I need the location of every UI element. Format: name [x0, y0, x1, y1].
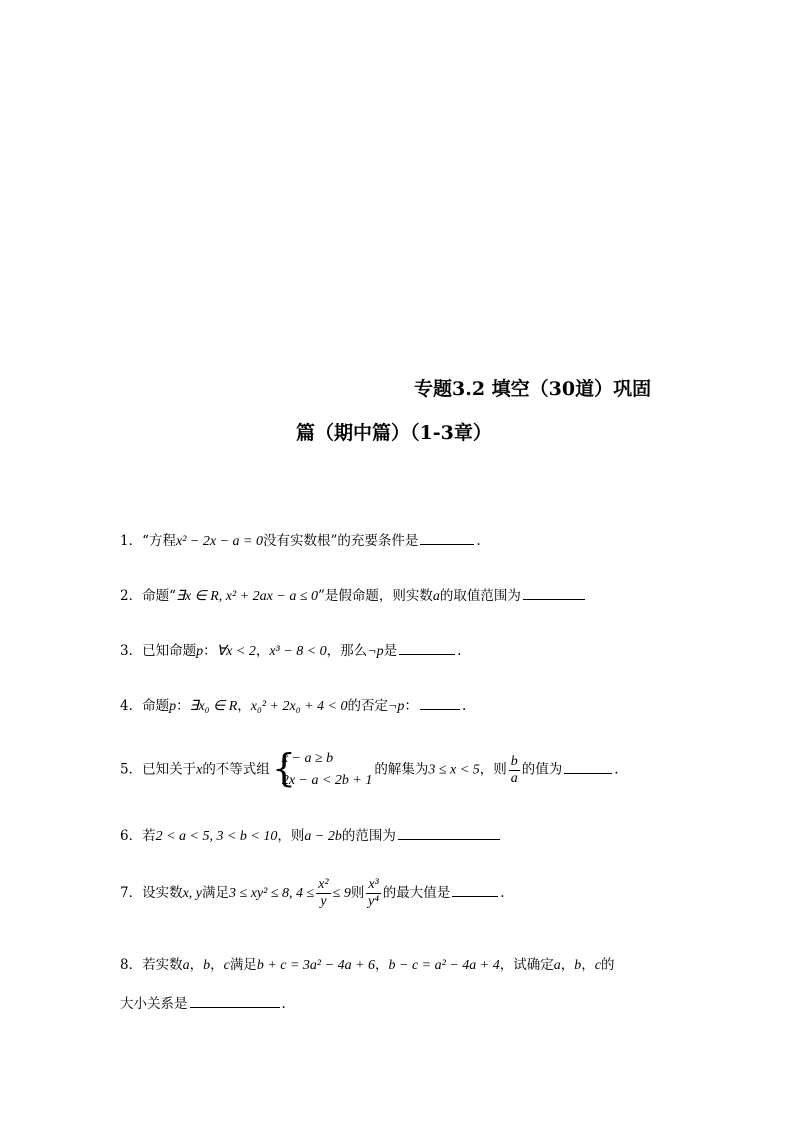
answer-blank[interactable] — [523, 585, 585, 600]
answer-blank[interactable] — [190, 993, 280, 1008]
math-expression: x² − 2x − a = 0 — [176, 534, 263, 549]
question-7: 7．设实数x, y满足3 ≤ xy² ≤ 8, 4 ≤ $\frac{\text{x²}}{y}$ ≤ 9则 $\frac{\text{x³}}{\text{y⁴}}$ 的最大值是 . — [120, 877, 505, 909]
question-6: 6．若2 < a < 5, 3 < b < 10，则a − 2b的范围为 — [120, 825, 502, 847]
math-expression: ∃x ∈ R, x² + 2ax − a ≤ 0 — [176, 589, 319, 604]
answer-blank[interactable] — [564, 759, 612, 774]
answer-blank[interactable] — [398, 825, 500, 840]
question-1: 1．“方程x² − 2x − a = 0没有实数根”的充要条件是 . — [120, 530, 481, 552]
brace-icon: { — [271, 746, 296, 790]
fraction: $\frac{\text{x²}}{y}$ — [318, 877, 329, 909]
answer-blank[interactable] — [452, 882, 498, 897]
inequality-system: { x − a ≥ b 2x − a < 2b + 1 — [271, 746, 373, 790]
question-3: 3．已知命题p：∀x < 2，x³ − 8 < 0，那么¬p是 . — [120, 640, 461, 662]
answer-blank[interactable] — [399, 640, 455, 655]
answer-blank[interactable] — [420, 530, 474, 545]
fraction: $\frac{\text{x³}}{\text{y⁴}}$ — [367, 877, 380, 909]
answer-blank[interactable] — [420, 695, 460, 710]
question-5: 5．已知关于x的不等式组 { x − a ≥ b 2x − a < 2b + 1 的解集为3 ≤ x < 5，则 $\frac{b}{a}$ 的值为 . — [120, 746, 619, 790]
page-title-line1: 专题3.2 填空（30道）巩固 — [414, 378, 652, 400]
question-8: 8．若实数a，b，c满足b + c = 3a² − 4a + 6，b − c = a² − 4a + 4，试确定a，b，c的 — [120, 957, 615, 973]
question-2: 2．命题“∃x ∈ R, x² + 2ax − a ≤ 0”是假命题，则实数a的取值范围为 — [120, 585, 587, 607]
question-4: 4．命题p：∃x₀ ∈ R，x₀² + 2x₀ + 4 < 0的否定¬p： . — [120, 695, 466, 717]
fraction: $\frac{b}{a}$ — [510, 753, 518, 786]
page-title-line2: 篇（期中篇）（1-3章） — [296, 422, 492, 444]
question-8-continued: 大小关系是 . — [120, 993, 286, 1014]
